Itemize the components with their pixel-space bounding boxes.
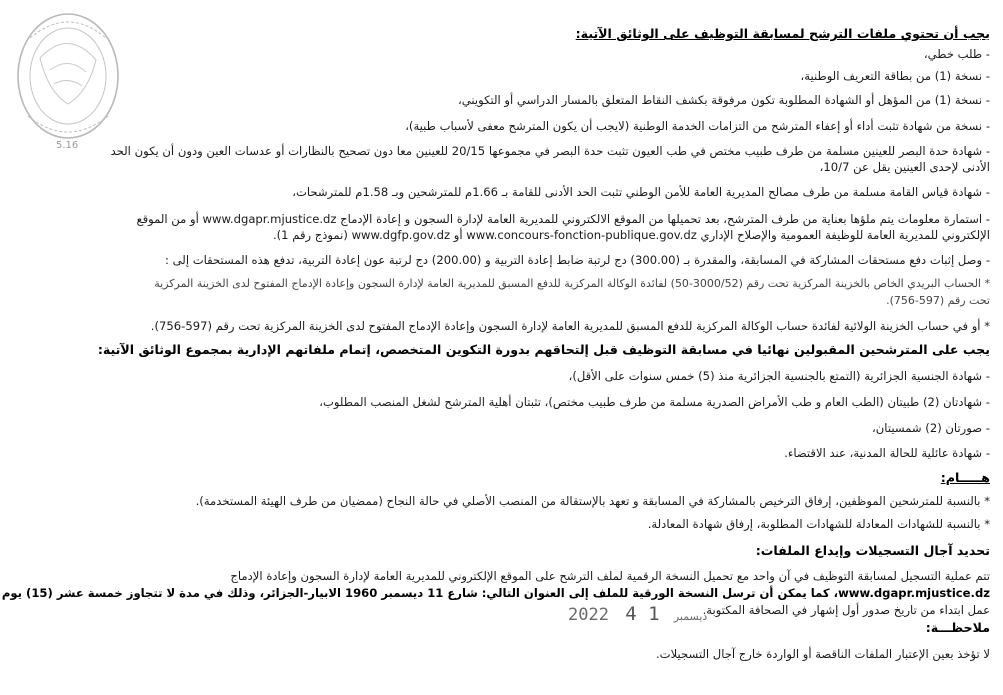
important-heading: هـــــام: [940,470,990,485]
important-note: * بالنسبة للشهادات المعادلة للشهادات المطلوبة، إرفاق شهادة المعادلة. [647,517,990,531]
list-item: - شهادة قياس القامة مسلمة من طرف مصالح المديرية العامة للأمن الوطني تثبت الحد الأدنى للقامة بـ 1.66م للمترشحين وبـ 1.58م للمترشحات، [292,185,990,199]
date-stamp-year: 2022 [568,605,609,625]
important-note: * بالنسبة للمترشحين الموظفين، إرفاق الترخيص بالمشاركة في المسابقة و تعهد بالإستقالة من المنصب الأصلي في حالة النجاح (ممضيان من طرف الهيئة المستخدمة). [195,494,990,508]
list-item: - شهادتان (2) طبيتان (الطب العام و طب الأمراض الصدرية مسلمة من طرف طبيب مختص)، تثبتان أهلية المترشح لشغل المنصب المطلوب، [319,395,990,409]
date-stamp-day: 1 4 [625,603,660,625]
remark-text: لا تؤخذ بعين الإعتبار الملفات الناقصة أو الواردة خارج آجال التسجيلات. [656,647,990,661]
list-item: - استمارة معلومات يتم ملؤها بعناية من طرف المترشح، بعد تحميلها من الموقع الالكتروني للمديرية العامة لإدارة السجون و إعادة الإدماج www.dgapr.mjustice.dz أو من الموقع [136,212,990,226]
remark-heading: ملاحظـــة: [925,620,990,635]
deadlines-heading: تحديد آجال التسجيلات وإيداع الملفات: [755,543,990,558]
list-item-continuation: الإلكتروني للمديرية العامة للوظيفة العمومية والإصلاح الإداري www.concours-fonction-publique.gov.dz أو www.dgfp.gov.dz (نموذج رقم 1). [272,228,990,242]
document-page [1,6,990,690]
list-item-continuation: الأدنى لإحدى العينين يقل عن 10/7، [819,160,990,174]
list-item: - شهادة عائلية للحالة المدنية، عند الاقتضاء. [784,446,990,460]
list-item: - طلب خطي، [923,47,990,61]
deadlines-paragraph-continuation: www.dgapr.mjustice.dz، كما يمكن أن ترسل النسخة الورقية للملف إلى العنوان التالي: شارع 11 ديسمبر 1960 الابيار-الجزائر، وذلك في مدة لا تتجاوز خمسة عشر (15) يوم [1,586,990,600]
date-stamp [568,603,711,625]
deadlines-paragraph-continuation: عمل ابتداء من تاريخ صدور أول إشهار في الصحافة المكتوبة. [702,603,990,617]
list-item: - وصل إثبات دفع مستحقات المشاركة في المسابقة، والمقدرة بـ (300.00) دج لرتبة ضابط إعادة التربية و (200.00) دج لرتبة عون إعادة التربية، تدفع هذه المستحقات إلى : [165,253,990,267]
deadlines-paragraph: تتم عملية التسجيل لمسابقة التوظيف في آن واحد مع تحميل النسخة الرقمية لملف الترشح على الموقع الإلكتروني للمديرية العامة لإدارة السجون وإعادة الإدماج [230,569,990,583]
required-documents-heading: يجب أن تحتوي ملفات الترشح لمسابقة التوظيف على الوثائق الآتية: [575,26,990,41]
list-item: - نسخة (1) من المؤهل أو الشهادة المطلوبة تكون مرفوقة بكشف النقاط المتعلق بالمسار الدراسي أو التكويني، [457,93,990,107]
seal-number: 5.16 [56,140,79,150]
payment-option-continuation: تحت رقم (597-756). [886,294,990,307]
payment-option: * أو في حساب الخزينة الولائية لفائدة حساب الوكالة المركزية للدفع المسبق للمديرية العامة لإدارة السجون وإعادة الإدماج المفتوح لدى الخزينة المركزية تحت رقم (597-756). [150,319,990,333]
list-item: - نسخة (1) من بطاقة التعريف الوطنية، [800,69,990,83]
list-item: - شهادة الجنسية الجزائرية (التمتع بالجنسية الجزائرية منذ (5) خمس سنوات على الأقل)، [568,369,990,383]
list-item: - نسخة من شهادة تثبت أداء أو إعفاء المترشح من التزامات الخدمة الوطنية (لايجب أن يكون المترشح معفى لأسباب طبية)، [405,119,990,133]
list-item: - شهادة حدة البصر للعينين مسلمة من طرف طبيب مختص في طب العيون تثبت حدة البصر في مجموعها 20/15 للعينين معا دون تصحيح بالنظارات أو عدسات العين ودون أن يكون الحد [110,144,990,158]
date-stamp-month: ديسمبر [673,610,708,623]
payment-option: * الحساب البريدي الخاص بالخزينة المركزية تحت رقم (3000/52-50) لفائدة الوكالة المركزية للدفع المسبق للمديرية العامة لإدارة السجون وإعادة الإدماج المفتوح لدى الخزينة المركزية [154,277,990,290]
final-documents-heading: يجب على المترشحين المقبولين نهائيا في مسابقة التوظيف قبل إلتحاقهم بدورة التكوين المتخصص، إتمام ملفاتهم الإدارية بمجموع الوثائق الآتية: [97,342,990,357]
official-seal-stamp [10,8,120,150]
list-item: - صورتان (2) شمسيتان، [872,421,990,435]
